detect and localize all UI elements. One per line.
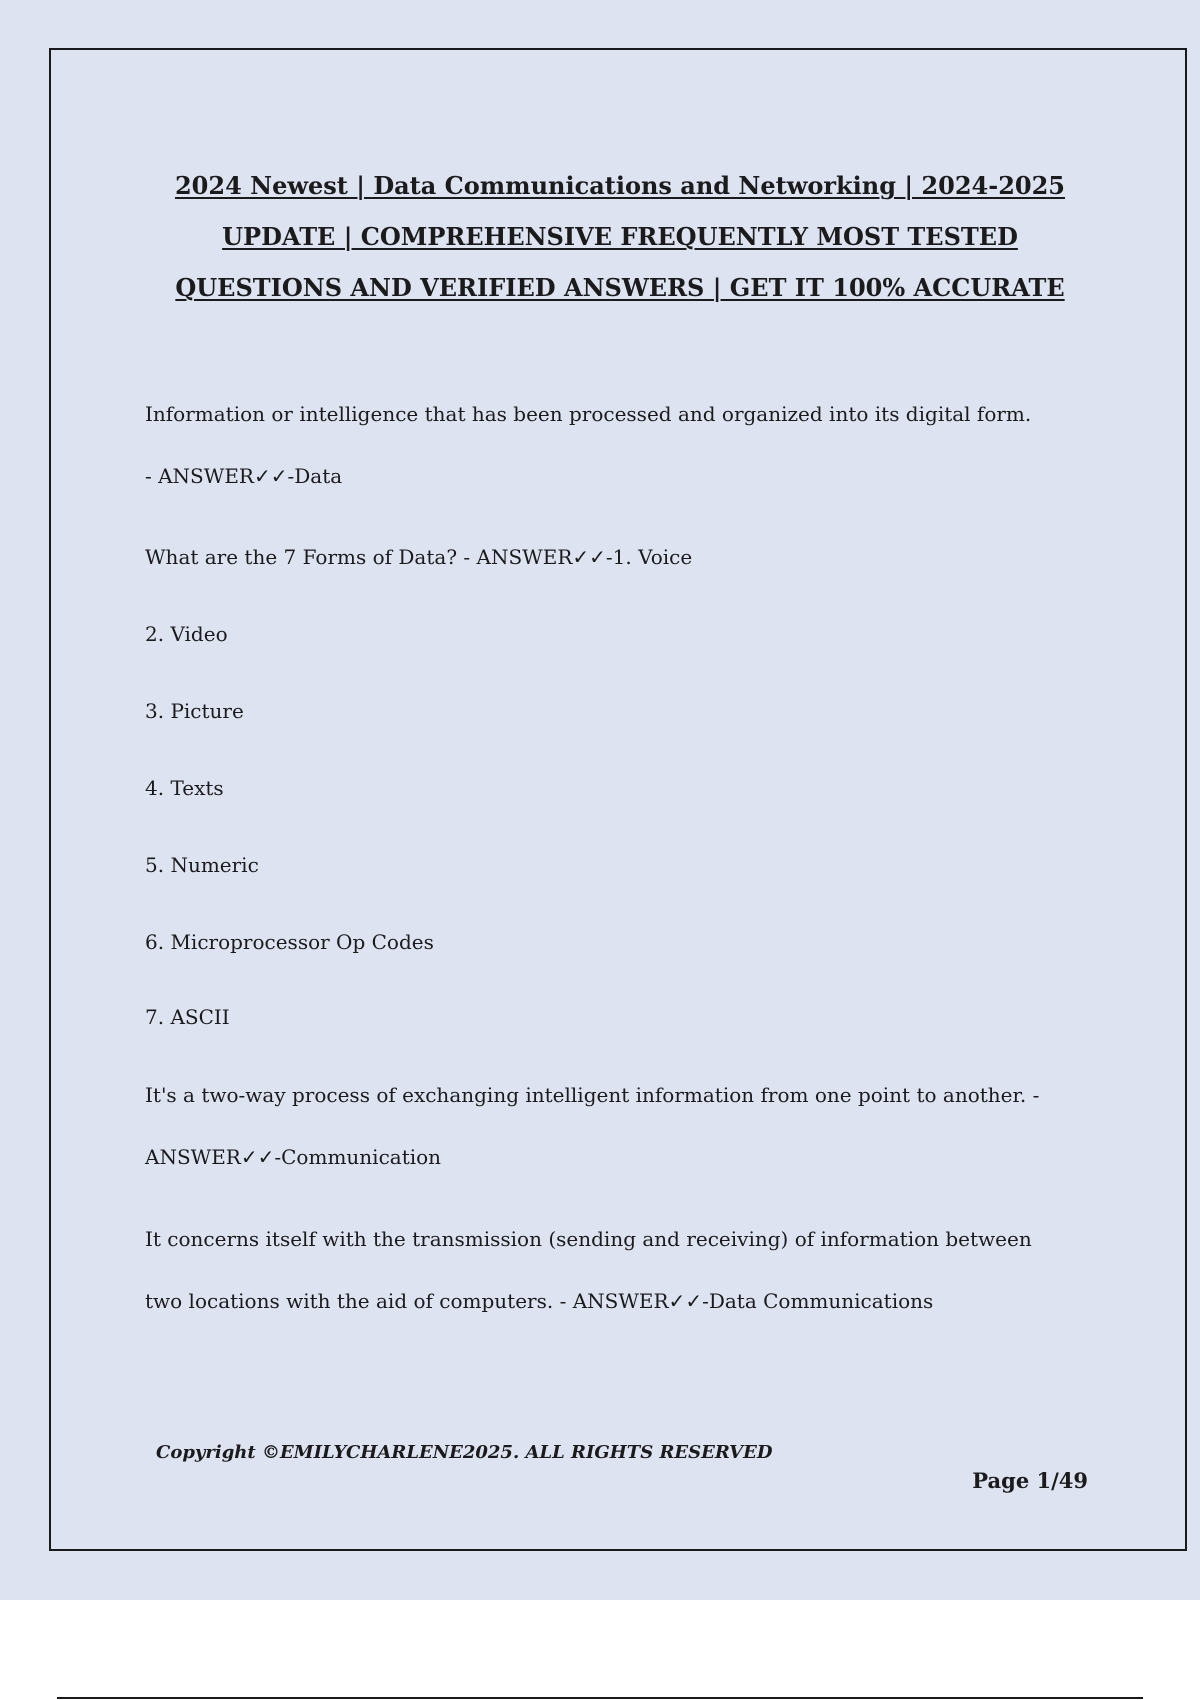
qa-question-line: It concerns itself with the transmission (sending and receiving) of information between [145, 1227, 1032, 1251]
qa-answer-line: ANSWER✓✓-Communication [145, 1145, 442, 1169]
qa-answer-line: two locations with the aid of computers. - ANSWER✓✓-Data Communications [145, 1289, 934, 1313]
title-line-3: QUESTIONS AND VERIFIED ANSWERS | GET IT 100% ACCURATE [175, 273, 1065, 302]
list-item-text: 7. ASCII [145, 1005, 230, 1029]
list-item-numeric [145, 834, 259, 896]
qa-question-line: Information or intelligence that has been processed and organized into its digital form. [145, 402, 1032, 426]
qa-question-line: It's a two-way process of exchanging intelligent information from one point to another. - [145, 1083, 1040, 1107]
list-item-ascii [145, 986, 230, 1048]
list-item-text: 6. Microprocessor Op Codes [145, 930, 434, 954]
qa-answer-line: - ANSWER✓✓-Data [145, 464, 343, 488]
next-page-top-rule [57, 1697, 1143, 1699]
list-item-video [145, 603, 228, 665]
title-line-1: 2024 Newest | Data Communications and Networking | 2024-2025 [174, 171, 1065, 200]
list-item-picture [145, 680, 244, 742]
list-item-texts [145, 757, 224, 819]
list-item-op-codes [145, 911, 434, 973]
qa-item-data-communications [145, 1208, 1032, 1332]
list-item-text: 3. Picture [145, 699, 244, 723]
list-item-text: 2. Video [145, 622, 228, 646]
qa-item-communication [145, 1064, 1039, 1188]
qa-question-line: What are the 7 Forms of Data? - ANSWER✓✓-1. Voice [145, 545, 693, 569]
list-item-text: 4. Texts [145, 776, 224, 800]
list-item-text: 5. Numeric [145, 853, 259, 877]
page-number: Page 1/49 [972, 1468, 1088, 1493]
qa-item-data-definition [145, 383, 1031, 507]
title-line-2: UPDATE | COMPREHENSIVE FREQUENTLY MOST TESTED [222, 222, 1018, 251]
qa-item-forms-of-data [145, 526, 692, 588]
document-title [120, 160, 1120, 313]
copyright-notice: Copyright ©EMILYCHARLENE2025. ALL RIGHTS RESERVED [156, 1442, 773, 1463]
